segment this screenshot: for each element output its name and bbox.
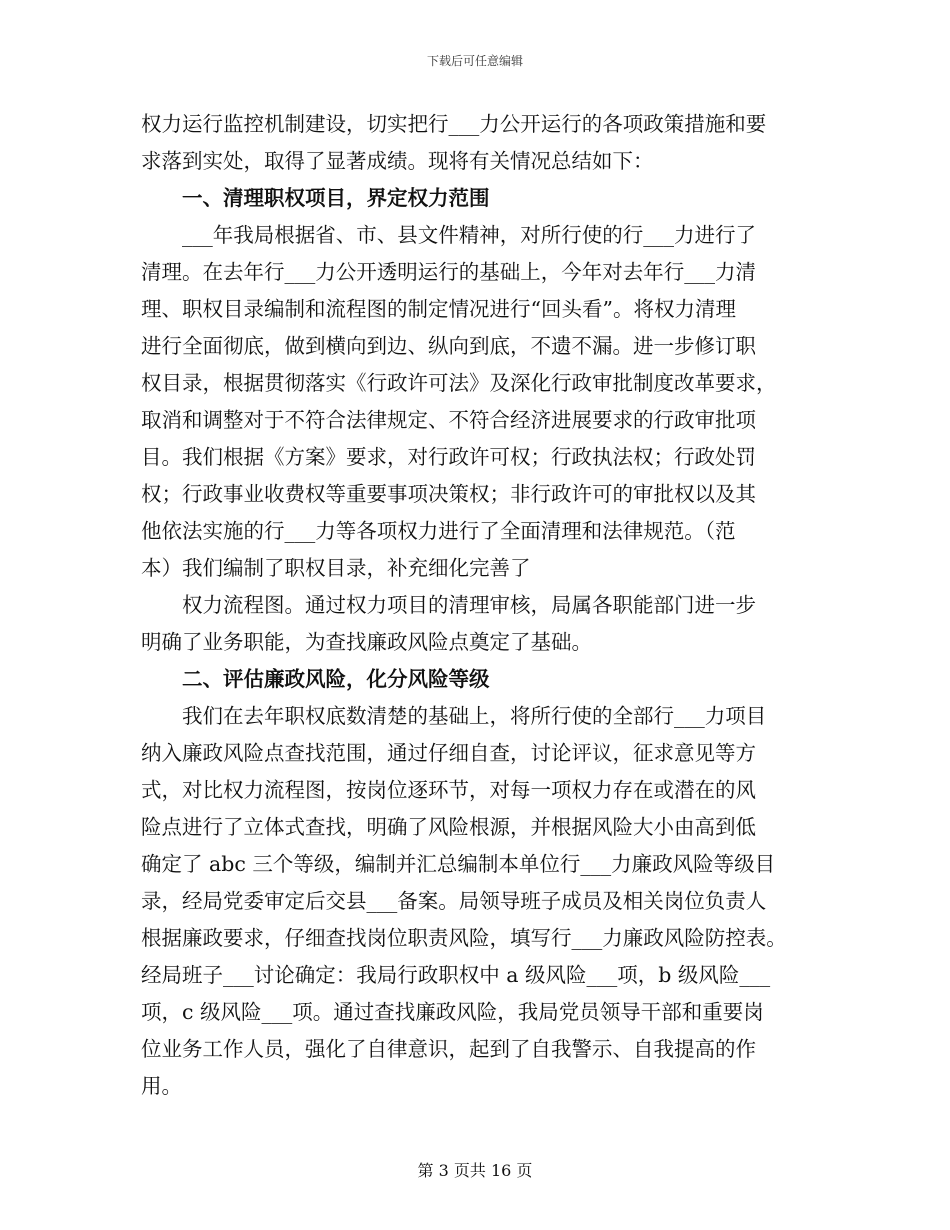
text-line: 式，对比权力流程图，按岗位逐环节，对每一项权力存在或潜在的风 [141,778,756,802]
text-line: 位业务工作人员，强化了自律意识，起到了自我警示、自我提高的作 [141,1037,756,1061]
text-line: 理、职权目录编制和流程图的制定情况进行“回头看”。将权力清理 [141,297,736,321]
text-line: 目。我们根据《方案》要求，对行政许可权；行政执法权；行政处罚 [141,445,756,469]
text-line: 明确了业务职能，为查找廉政风险点奠定了基础。 [141,630,592,654]
text-line: 权目录，根据贯彻落实《行政许可法》及深化行政审批制度改革要求， [141,371,777,395]
text-line: 进行全面彻底，做到横向到边、纵向到底，不遗不漏。进一步修订职 [141,334,756,358]
text-line: 他依法实施的行___力等各项权力进行了全面清理和法律规范。（范 [141,519,736,543]
text-line: 清理。在去年行___力公开透明运行的基础上，今年对去年行___力清 [141,260,756,284]
paragraph [141,587,811,661]
text-line: 项，c 级风险___项。通过查找廉政风险，我局党员领导干部和重要岗 [141,1000,764,1024]
section-heading: 一、清理职权项目，界定权力范围 [182,186,490,210]
text-line: 录，经局党委审定后交县___备案。局领导班子成员及相关岗位负责人 [141,889,767,913]
text-line: 我们在去年职权底数清楚的基础上，将所行使的全部行___力项目 [182,704,767,728]
text-line: 用。 [141,1074,182,1098]
text-line: 纳入廉政风险点查找范围，通过仔细自查，讨论评议，征求意见等方 [141,741,756,765]
page-header: 下载后可任意编辑 [426,54,523,68]
text-line: ___年我局根据省、市、县文件精神，对所行使的行___力进行了 [182,223,756,247]
text-line: 险点进行了立体式查找，明确了风险根源，并根据风险大小由高到低 [141,815,756,839]
text-line: 取消和调整对于不符合法律规定、不符合经济进展要求的行政审批项 [141,408,756,432]
text-line: 权力流程图。通过权力项目的清理审核，局属各职能部门进一步 [182,593,756,617]
text-line: 权；行政事业收费权等重要事项决策权；非行政许可的审批权以及其 [141,482,756,506]
page-number: 第 3 页共 16 页 [417,1161,533,1180]
text-line: 求落到实处，取得了显著成绩。现将有关情况总结如下： [141,149,654,173]
paragraph [141,217,811,587]
paragraph [141,698,811,1105]
text-line: 根据廉政要求，仔细查找岗位职责风险，填写行___力廉政风险防控表。 [141,926,787,950]
text-line: 本）我们编制了职权目录，补充细化完善了 [141,556,531,580]
document-body [141,106,811,1105]
text-line: 经局班子___讨论确定：我局行政职权中 a 级风险___项，b 级风险___ [141,963,771,987]
paragraph [141,106,811,180]
section-heading: 二、评估廉政风险，化分风险等级 [182,667,490,691]
text-line: 确定了 abc 三个等级，编制并汇总编制本单位行___力廉政风险等级目 [141,852,776,876]
text-line: 权力运行监控机制建设，切实把行___力公开运行的各项政策措施和要 [141,112,767,136]
